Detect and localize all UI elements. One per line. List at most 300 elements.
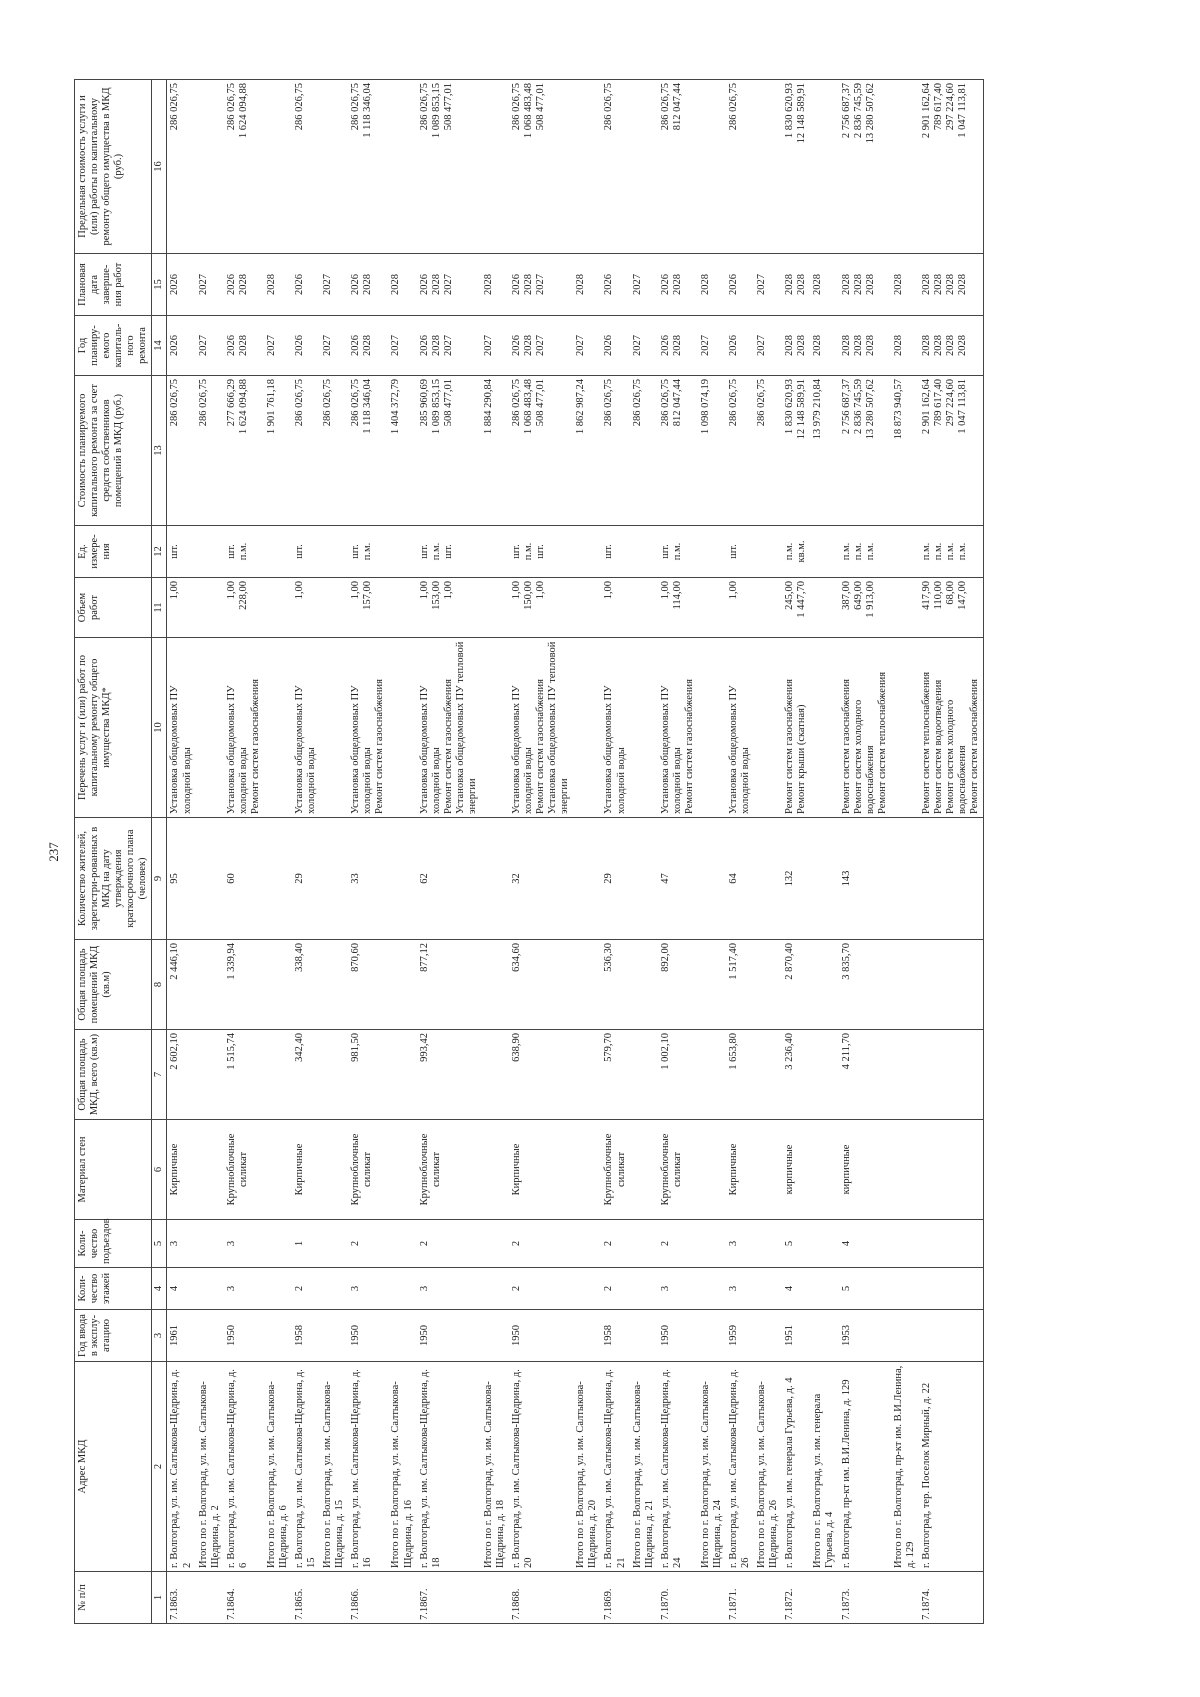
empty-cell — [573, 526, 601, 578]
empty-cell — [754, 940, 782, 1030]
planned-cost: 285 960,69 1 089 853,15 508 477,01 — [417, 376, 481, 526]
table-row — [601, 80, 629, 1624]
plan-year: 2026 2028 2027 — [417, 316, 481, 376]
row-number: 7.1869. — [601, 1572, 629, 1624]
entrances: 2 — [348, 1220, 388, 1268]
row-number: 7.1872. — [782, 1572, 810, 1624]
empty-cell — [481, 940, 509, 1030]
floors: 2 — [292, 1268, 320, 1310]
entrances: 2 — [417, 1220, 481, 1268]
rooms-area: 338,40 — [292, 940, 320, 1030]
empty-cell — [320, 1310, 348, 1362]
commission-year: 1950 — [509, 1310, 573, 1362]
empty-cell — [573, 818, 601, 940]
empty-cell — [810, 1120, 838, 1220]
column-header-9: Количество жителей, зарегистри-рованных в МКД на дату утверждения краткосрочного плана (человек) — [75, 818, 152, 940]
column-number-3: 3 — [152, 1310, 167, 1362]
plan-year: 2026 2028 — [224, 316, 264, 376]
subtotal-plan-year: 2027 — [698, 316, 726, 376]
rooms-area: 2 870,40 — [782, 940, 810, 1030]
column-number-1: 1 — [152, 1572, 167, 1624]
entrances: 3 — [167, 1220, 196, 1268]
limit-cost: 286 026,75 — [601, 80, 629, 254]
empty-cell — [698, 578, 726, 638]
rooms-area: 1 339,94 — [224, 940, 264, 1030]
row-number-cell — [388, 1572, 416, 1624]
subtotal-cost: 13 979 210,84 — [810, 376, 838, 526]
work-volume: 1,00 — [726, 578, 754, 638]
end-year: 2026 — [292, 254, 320, 316]
residents: 132 — [782, 818, 810, 940]
subtotal-limit — [630, 80, 658, 254]
empty-cell — [891, 1220, 919, 1268]
column-header-11: Объем работ — [75, 578, 152, 638]
empty-cell — [630, 1220, 658, 1268]
limit-cost: 286 026,75 — [292, 80, 320, 254]
commission-year — [919, 1310, 984, 1362]
address: г. Волгоград, ул. им. Салтыкова-Щедрина, д. 6 — [224, 1362, 264, 1572]
subtotal-limit — [810, 80, 838, 254]
entrances: 2 — [658, 1220, 698, 1268]
limit-cost: 286 026,75 1 118 346,04 — [348, 80, 388, 254]
residents — [919, 818, 984, 940]
empty-cell — [320, 1120, 348, 1220]
work-volume: 1,00 — [167, 578, 196, 638]
column-header-2: Адрес МКД — [75, 1362, 152, 1572]
row-number: 7.1870. — [658, 1572, 698, 1624]
subtotal-row — [698, 80, 726, 1624]
empty-cell — [264, 526, 292, 578]
subtotal-address: Итого по г. Волгоград, ул. им. Салтыкова-Щедрина, д. 6 — [264, 1362, 292, 1572]
subtotal-limit — [698, 80, 726, 254]
empty-cell — [573, 578, 601, 638]
residents: 33 — [348, 818, 388, 940]
address: г. Волгоград, тер. Поселок Мирный, д. 22 — [919, 1362, 984, 1572]
empty-cell — [630, 1030, 658, 1120]
rooms-area: 877,12 — [417, 940, 481, 1030]
plan-year: 2026 2028 2027 — [509, 316, 573, 376]
empty-cell — [196, 1310, 224, 1362]
subtotal-end-year: 2027 — [320, 254, 348, 316]
planned-cost: 1 830 620,93 12 148 589,91 — [782, 376, 810, 526]
planned-cost: 2 756 687,37 2 836 745,59 13 280 507,62 — [839, 376, 891, 526]
total-area: 3 236,40 — [782, 1030, 810, 1120]
empty-cell — [264, 1030, 292, 1120]
column-number-8: 8 — [152, 940, 167, 1030]
empty-cell — [388, 940, 416, 1030]
row-number-cell — [573, 1572, 601, 1624]
subtotal-cost: 1 098 074,19 — [698, 376, 726, 526]
works-list: Установка общедомовых ПУ холодной воды — [601, 638, 629, 818]
column-header-3: Год ввода в эксплу-атацию — [75, 1310, 152, 1362]
table-header-row — [75, 80, 152, 1624]
entrances: 2 — [509, 1220, 573, 1268]
entrances: 4 — [839, 1220, 891, 1268]
end-year: 2026 2028 2027 — [417, 254, 481, 316]
subtotal-address: Итого по г. Волгоград, ул. им. Салтыкова-Щедрина, д. 18 — [481, 1362, 509, 1572]
subtotal-end-year: 2027 — [196, 254, 224, 316]
empty-cell — [698, 818, 726, 940]
column-header-6: Материал стен — [75, 1120, 152, 1220]
empty-cell — [264, 638, 292, 818]
residents: 95 — [167, 818, 196, 940]
subtotal-row — [810, 80, 838, 1624]
table-row — [167, 80, 196, 1624]
residents: 29 — [601, 818, 629, 940]
residents: 64 — [726, 818, 754, 940]
table-row — [224, 80, 264, 1624]
floors: 3 — [726, 1268, 754, 1310]
empty-cell — [698, 940, 726, 1030]
subtotal-plan-year: 2027 — [754, 316, 782, 376]
subtotal-plan-year: 2027 — [264, 316, 292, 376]
empty-cell — [810, 818, 838, 940]
limit-cost: 2 901 162,64 789 617,40 297 224,60 1 047 113,81 — [919, 80, 984, 254]
page-number: 237 — [46, 842, 61, 862]
subtotal-end-year: 2027 — [630, 254, 658, 316]
total-area: 993,42 — [417, 1030, 481, 1120]
subtotal-limit — [388, 80, 416, 254]
works-list: Ремонт систем теплоснабжения Ремонт систем водоотведения Ремонт систем холодного водоснабжения Ремонт систем газоснабжения — [919, 638, 984, 818]
works-list: Установка общедомовых ПУ холодной воды Ремонт систем газоснабжения Установка общедомовых ПУ тепловой энергии — [509, 638, 573, 818]
empty-cell — [698, 1120, 726, 1220]
work-volume: 245,00 1 447,70 — [782, 578, 810, 638]
wall-material: кирпичные — [782, 1120, 810, 1220]
end-year: 2028 2028 2028 — [839, 254, 891, 316]
table-body — [167, 80, 984, 1624]
column-number-10: 10 — [152, 638, 167, 818]
table-row — [782, 80, 810, 1624]
commission-year: 1958 — [601, 1310, 629, 1362]
work-volume: 1,00 157,00 — [348, 578, 388, 638]
empty-cell — [630, 638, 658, 818]
subtotal-cost: 1 884 290,84 — [481, 376, 509, 526]
row-number: 7.1873. — [839, 1572, 891, 1624]
address: г. Волгоград, ул. им. Салтыкова-Щедрина, д. 2 — [167, 1362, 196, 1572]
empty-cell — [388, 578, 416, 638]
column-number-14: 14 — [152, 316, 167, 376]
empty-cell — [320, 1268, 348, 1310]
planned-cost: 286 026,75 — [726, 376, 754, 526]
plan-year: 2026 — [601, 316, 629, 376]
total-area: 4 211,70 — [839, 1030, 891, 1120]
empty-cell — [196, 1268, 224, 1310]
residents: 62 — [417, 818, 481, 940]
subtotal-limit — [264, 80, 292, 254]
wall-material: Кирпичные — [167, 1120, 196, 1220]
residents: 29 — [292, 818, 320, 940]
row-number: 7.1866. — [348, 1572, 388, 1624]
floors — [919, 1268, 984, 1310]
work-volume: 387,00 649,00 1 913,00 — [839, 578, 891, 638]
empty-cell — [891, 578, 919, 638]
empty-cell — [481, 1310, 509, 1362]
empty-cell — [630, 818, 658, 940]
row-number: 7.1864. — [224, 1572, 264, 1624]
empty-cell — [891, 638, 919, 818]
work-volume: 1,00 228,00 — [224, 578, 264, 638]
unit: шт. п.м. — [224, 526, 264, 578]
end-year: 2028 2028 — [782, 254, 810, 316]
entrances: 3 — [224, 1220, 264, 1268]
column-header-5: Коли-чество подъездов — [75, 1220, 152, 1268]
entrances: 3 — [726, 1220, 754, 1268]
empty-cell — [754, 1220, 782, 1268]
end-year: 2026 — [167, 254, 196, 316]
row-number: 7.1863. — [167, 1572, 196, 1624]
end-year: 2026 2028 — [348, 254, 388, 316]
unit: шт. п.м. шт. — [509, 526, 573, 578]
rooms-area: 2 446,10 — [167, 940, 196, 1030]
planned-cost: 286 026,75 1 068 483,48 508 477,01 — [509, 376, 573, 526]
row-number-cell — [481, 1572, 509, 1624]
empty-cell — [754, 638, 782, 818]
floors: 2 — [601, 1268, 629, 1310]
empty-cell — [481, 526, 509, 578]
empty-cell — [573, 1220, 601, 1268]
subtotal-address: Итого по г. Волгоград, ул. им. Салтыкова-Щедрина, д. 20 — [573, 1362, 601, 1572]
empty-cell — [196, 818, 224, 940]
row-number: 7.1868. — [509, 1572, 573, 1624]
column-header-7: Общая площадь МКД, всего (кв.м) — [75, 1030, 152, 1120]
address: г. Волгоград, ул. им. Салтыкова-Щедрина, д. 24 — [658, 1362, 698, 1572]
entrances: 5 — [782, 1220, 810, 1268]
empty-cell — [388, 638, 416, 818]
works-list: Установка общедомовых ПУ холодной воды — [292, 638, 320, 818]
wall-material: кирпичные — [839, 1120, 891, 1220]
subtotal-end-year: 2028 — [388, 254, 416, 316]
column-header-1: № п/п — [75, 1572, 152, 1624]
commission-year: 1950 — [658, 1310, 698, 1362]
limit-cost: 286 026,75 1 624 094,88 — [224, 80, 264, 254]
empty-cell — [573, 1268, 601, 1310]
subtotal-cost: 286 026,75 — [630, 376, 658, 526]
empty-cell — [891, 1310, 919, 1362]
empty-cell — [573, 1120, 601, 1220]
subtotal-address: Итого по г. Волгоград, ул. им. Салтыкова-Щедрина, д. 15 — [320, 1362, 348, 1572]
unit: шт. — [292, 526, 320, 578]
unit: шт. — [601, 526, 629, 578]
empty-cell — [810, 940, 838, 1030]
plan-year: 2028 2028 — [782, 316, 810, 376]
unit: шт. п.м. — [658, 526, 698, 578]
empty-cell — [264, 1220, 292, 1268]
address: г. Волгоград, ул. им. Салтыкова-Щедрина, д. 15 — [292, 1362, 320, 1572]
subtotal-end-year: 2027 — [754, 254, 782, 316]
total-area: 981,50 — [348, 1030, 388, 1120]
empty-cell — [481, 1220, 509, 1268]
empty-cell — [891, 1030, 919, 1120]
column-number-2: 2 — [152, 1362, 167, 1572]
works-list: Ремонт систем газоснабжения Ремонт крыши (скатная) — [782, 638, 810, 818]
empty-cell — [481, 818, 509, 940]
subtotal-row — [754, 80, 782, 1624]
empty-cell — [891, 818, 919, 940]
rooms-area: 3 835,70 — [839, 940, 891, 1030]
empty-cell — [320, 1220, 348, 1268]
wall-material: Кирпичные — [726, 1120, 754, 1220]
wall-material: Кирпичные — [509, 1120, 573, 1220]
plan-year: 2026 2028 — [348, 316, 388, 376]
empty-cell — [698, 526, 726, 578]
empty-cell — [196, 578, 224, 638]
subtotal-cost: 1 901 761,18 — [264, 376, 292, 526]
rooms-area: 536,30 — [601, 940, 629, 1030]
total-area: 2 602,10 — [167, 1030, 196, 1120]
work-volume: 1,00 153,00 1,00 — [417, 578, 481, 638]
plan-year: 2028 2028 2028 — [839, 316, 891, 376]
subtotal-cost: 286 026,75 — [196, 376, 224, 526]
row-number: 7.1871. — [726, 1572, 754, 1624]
subtotal-plan-year: 2027 — [388, 316, 416, 376]
subtotal-cost: 1 404 372,79 — [388, 376, 416, 526]
end-year: 2026 2028 2027 — [509, 254, 573, 316]
column-number-11: 11 — [152, 578, 167, 638]
planned-cost: 277 666,29 1 624 094,88 — [224, 376, 264, 526]
row-number-cell — [264, 1572, 292, 1624]
total-area: 579,70 — [601, 1030, 629, 1120]
subtotal-address: Итого по г. Волгоград, ул. им. Салтыкова-Щедрина, д. 21 — [630, 1362, 658, 1572]
address: г. Волгоград, ул. им. Салтыкова-Щедрина, д. 16 — [348, 1362, 388, 1572]
subtotal-row — [573, 80, 601, 1624]
row-number: 7.1867. — [417, 1572, 481, 1624]
plan-year: 2026 2028 — [658, 316, 698, 376]
subtotal-row — [264, 80, 292, 1624]
table-row — [919, 80, 984, 1624]
subtotal-plan-year: 2027 — [320, 316, 348, 376]
plan-year: 2026 — [167, 316, 196, 376]
empty-cell — [388, 1310, 416, 1362]
row-number-cell — [320, 1572, 348, 1624]
column-number-6: 6 — [152, 1120, 167, 1220]
row-number-cell — [810, 1572, 838, 1624]
subtotal-end-year: 2028 — [891, 254, 919, 316]
column-number-row — [152, 80, 167, 1624]
plan-year: 2026 — [292, 316, 320, 376]
row-number-cell — [196, 1572, 224, 1624]
planned-cost: 286 026,75 1 118 346,04 — [348, 376, 388, 526]
subtotal-end-year: 2028 — [810, 254, 838, 316]
empty-cell — [196, 1120, 224, 1220]
planned-cost: 286 026,75 812 047,44 — [658, 376, 698, 526]
table-row — [509, 80, 573, 1624]
empty-cell — [264, 818, 292, 940]
empty-cell — [698, 1220, 726, 1268]
total-area: 638,90 — [509, 1030, 573, 1120]
column-number-9: 9 — [152, 818, 167, 940]
total-area — [919, 1030, 984, 1120]
works-list: Установка общедомовых ПУ холодной воды Ремонт систем газоснабжения — [224, 638, 264, 818]
subtotal-plan-year: 2027 — [481, 316, 509, 376]
column-header-4: Коли-чество этажей — [75, 1268, 152, 1310]
subtotal-plan-year: 2028 — [891, 316, 919, 376]
unit: п.м. п.м. п.м. — [839, 526, 891, 578]
unit: шт. п.м. — [348, 526, 388, 578]
end-year: 2026 — [601, 254, 629, 316]
empty-cell — [754, 1268, 782, 1310]
subtotal-cost: 286 026,75 — [754, 376, 782, 526]
empty-cell — [630, 1268, 658, 1310]
subtotal-address: Итого по г. Волгоград, ул. им. Салтыкова-Щедрина, д. 24 — [698, 1362, 726, 1572]
subtotal-address: Итого по г. Волгоград, ул. им. генерала Гурьева, д. 4 — [810, 1362, 838, 1572]
works-list: Установка общедомовых ПУ холодной воды Ремонт систем газоснабжения — [348, 638, 388, 818]
unit: шт. п.м. шт. — [417, 526, 481, 578]
empty-cell — [891, 940, 919, 1030]
empty-cell — [481, 1120, 509, 1220]
empty-cell — [630, 578, 658, 638]
rooms-area: 870,60 — [348, 940, 388, 1030]
limit-cost: 286 026,75 1 089 853,15 508 477,01 — [417, 80, 481, 254]
empty-cell — [698, 638, 726, 818]
column-number-4: 4 — [152, 1268, 167, 1310]
subtotal-row — [891, 80, 919, 1624]
empty-cell — [320, 526, 348, 578]
floors: 3 — [417, 1268, 481, 1310]
total-area: 1 653,80 — [726, 1030, 754, 1120]
empty-cell — [754, 1120, 782, 1220]
planned-cost: 286 026,75 — [292, 376, 320, 526]
row-number: 7.1865. — [292, 1572, 320, 1624]
address: г. Волгоград, ул. им. Салтыкова-Щедрина, д. 21 — [601, 1362, 629, 1572]
subtotal-limit — [754, 80, 782, 254]
table-row — [348, 80, 388, 1624]
total-area: 1 515,74 — [224, 1030, 264, 1120]
unit: п.м. п.м. п.м. п.м. — [919, 526, 984, 578]
floors: 4 — [167, 1268, 196, 1310]
empty-cell — [810, 1310, 838, 1362]
empty-cell — [810, 1268, 838, 1310]
table-row — [726, 80, 754, 1624]
empty-cell — [698, 1268, 726, 1310]
empty-cell — [891, 1268, 919, 1310]
address: г. Волгоград, ул. им. Салтыкова-Щедрина, д. 26 — [726, 1362, 754, 1572]
empty-cell — [320, 1030, 348, 1120]
subtotal-row — [630, 80, 658, 1624]
entrances — [919, 1220, 984, 1268]
floors: 2 — [509, 1268, 573, 1310]
column-header-16: Предельная стоимость услуги и (или) работы по капитальному ремонту общего имущества в МКД (руб.) — [75, 80, 152, 254]
rotated-document-page — [40, 72, 1160, 1632]
address: г. Волгоград, ул. им. Салтыкова-Щедрина, д. 20 — [509, 1362, 573, 1572]
address: г. Волгоград, пр-кт им. В.И.Ленина, д. 129 — [839, 1362, 891, 1572]
commission-year: 1950 — [417, 1310, 481, 1362]
wall-material: Крупноблочные силикат — [601, 1120, 629, 1220]
empty-cell — [754, 578, 782, 638]
planned-cost: 286 026,75 — [167, 376, 196, 526]
subtotal-limit — [573, 80, 601, 254]
table-row — [417, 80, 481, 1624]
floors: 3 — [658, 1268, 698, 1310]
limit-cost: 2 756 687,37 2 836 745,59 13 280 507,62 — [839, 80, 891, 254]
subtotal-address: Итого по г. Волгоград, ул. им. Салтыкова-Щедрина, д. 16 — [388, 1362, 416, 1572]
floors: 3 — [224, 1268, 264, 1310]
work-volume: 1,00 — [601, 578, 629, 638]
empty-cell — [320, 638, 348, 818]
subtotal-row — [196, 80, 224, 1624]
limit-cost: 286 026,75 1 068 483,48 508 477,01 — [509, 80, 573, 254]
unit: шт. — [726, 526, 754, 578]
address: г. Волгоград, ул. им. Салтыкова-Щедрина, д. 18 — [417, 1362, 481, 1572]
work-volume: 1,00 — [292, 578, 320, 638]
empty-cell — [810, 578, 838, 638]
empty-cell — [810, 1030, 838, 1120]
entrances: 2 — [601, 1220, 629, 1268]
residents: 60 — [224, 818, 264, 940]
works-list: Установка общедомовых ПУ холодной воды Ремонт систем газоснабжения — [658, 638, 698, 818]
rooms-area: 892,00 — [658, 940, 698, 1030]
column-number-12: 12 — [152, 526, 167, 578]
row-number-cell — [698, 1572, 726, 1624]
